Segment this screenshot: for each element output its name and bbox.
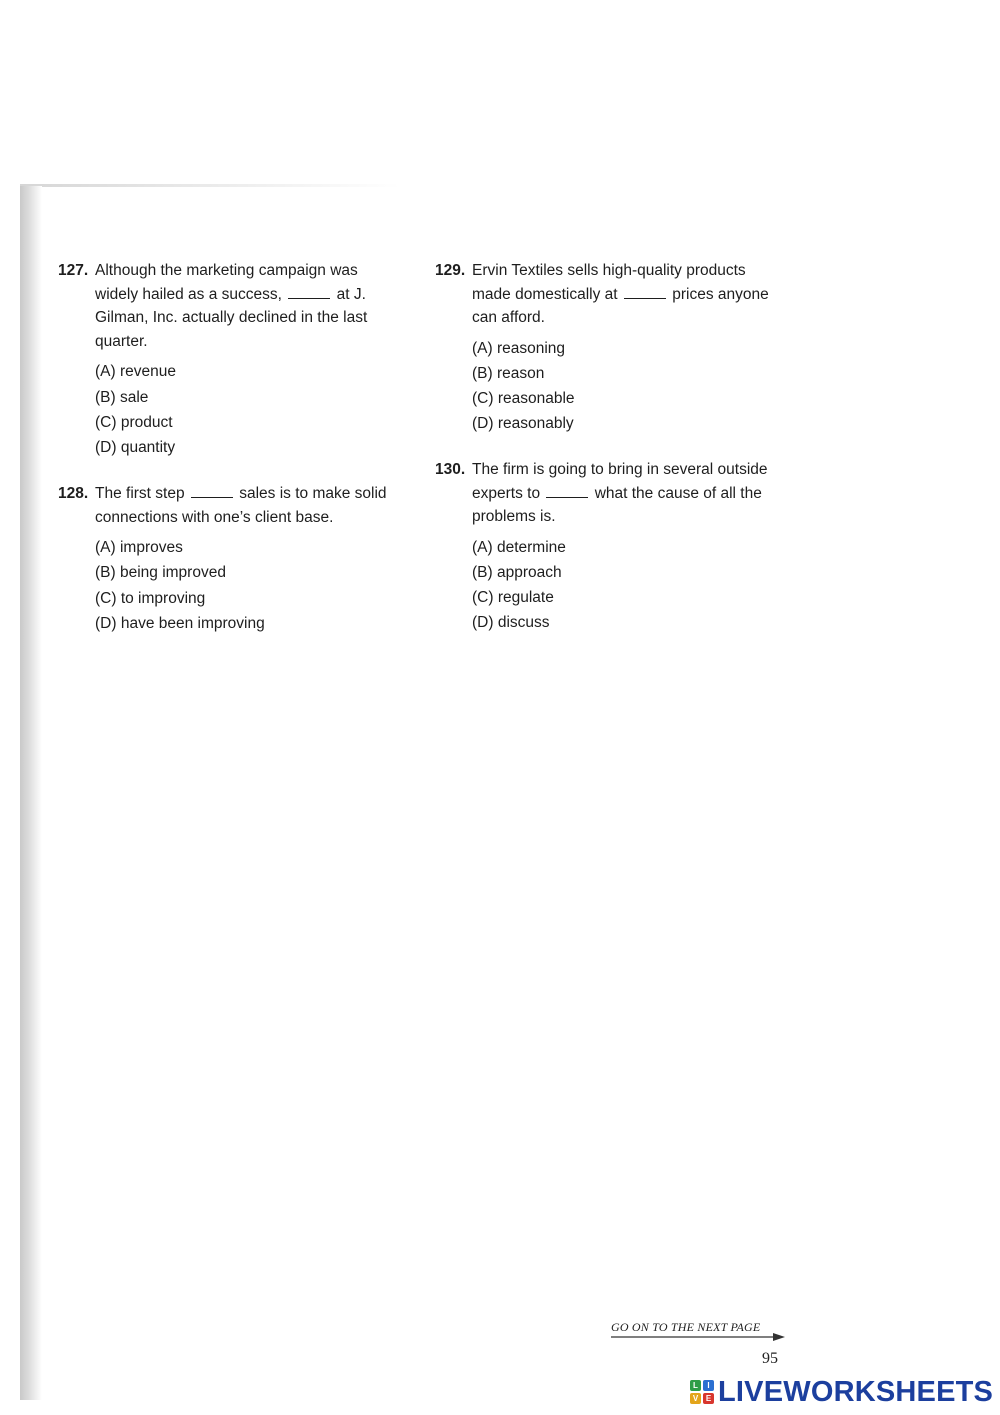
liveworksheets-logo[interactable]	[690, 1374, 993, 1410]
option-d[interactable]: (D) have been improving	[95, 614, 265, 632]
option-b[interactable]: (B) sale	[95, 388, 149, 406]
option-c[interactable]: (C) reasonable	[472, 390, 575, 408]
option-b[interactable]: (B) reason	[472, 364, 545, 382]
stem-after-blank: prices anyone can afford.	[472, 285, 769, 327]
option-d[interactable]: (D) quantity	[95, 438, 176, 456]
answer-blank[interactable]	[546, 483, 588, 498]
answer-blank[interactable]	[288, 284, 330, 299]
liveworksheets-icon	[690, 1380, 714, 1404]
question-stem	[472, 458, 790, 529]
answer-options	[95, 359, 398, 460]
stem-before-blank: Ervin Textiles sells high-quality products made domestically at	[472, 262, 746, 303]
question-128	[58, 482, 403, 636]
page-top-edge	[20, 184, 400, 187]
option-c[interactable]: (C) product	[95, 413, 173, 431]
logo-tile-e: E	[703, 1393, 714, 1404]
option-b[interactable]: (B) being improved	[95, 564, 226, 582]
answer-blank[interactable]	[624, 284, 666, 299]
answer-options	[472, 336, 785, 437]
stem-after-blank: what the cause of all the problems is.	[472, 484, 762, 526]
question-number: 130.	[435, 461, 466, 478]
arrow-right-icon	[611, 1332, 786, 1342]
answer-blank[interactable]	[191, 483, 233, 498]
next-page-indicator	[611, 1320, 786, 1342]
next-page-text: GO ON TO THE NEXT PAGE	[611, 1320, 761, 1334]
stem-before-blank: Although the marketing campaign was widely hailed as a success,	[95, 262, 358, 303]
option-d[interactable]: (D) discuss	[472, 614, 550, 632]
question-130	[435, 458, 790, 636]
book-spine-shadow	[20, 186, 42, 1400]
answer-options	[472, 535, 790, 636]
answer-options	[95, 535, 403, 636]
question-number: 128.	[58, 485, 89, 502]
logo-tile-v: V	[690, 1393, 701, 1404]
question-127	[58, 259, 398, 460]
option-a[interactable]: (A) improves	[95, 539, 183, 557]
option-c[interactable]: (C) to improving	[95, 589, 206, 607]
option-a[interactable]: (A) revenue	[95, 363, 176, 381]
question-stem	[95, 259, 398, 353]
option-d[interactable]: (D) reasonably	[472, 415, 574, 433]
question-body	[472, 458, 790, 636]
question-body	[95, 482, 403, 636]
question-body	[472, 259, 785, 437]
stem-before-blank: The firm is going to bring in several outside experts to	[472, 461, 768, 502]
option-a[interactable]: (A) reasoning	[472, 339, 566, 357]
question-129	[435, 259, 785, 437]
option-c[interactable]: (C) regulate	[472, 589, 554, 607]
question-body	[95, 259, 398, 460]
stem-after-blank: at J. Gilman, Inc. actually declined in the last quarter.	[95, 285, 368, 350]
option-a[interactable]: (A) determine	[472, 538, 566, 556]
stem-after-blank: sales is to make solid connections with one’s client base.	[95, 485, 387, 526]
question-number: 127.	[58, 262, 89, 279]
logo-tile-i: I	[703, 1380, 714, 1391]
question-stem	[472, 259, 785, 330]
question-stem	[95, 482, 403, 529]
page-number: 95	[762, 1350, 778, 1367]
brand-name: LIVEWORKSHEETS	[718, 1375, 994, 1408]
logo-tile-l: L	[690, 1380, 701, 1391]
option-b[interactable]: (B) approach	[472, 563, 562, 581]
stem-before-blank: The first step	[95, 485, 185, 502]
question-number: 129.	[435, 262, 466, 279]
